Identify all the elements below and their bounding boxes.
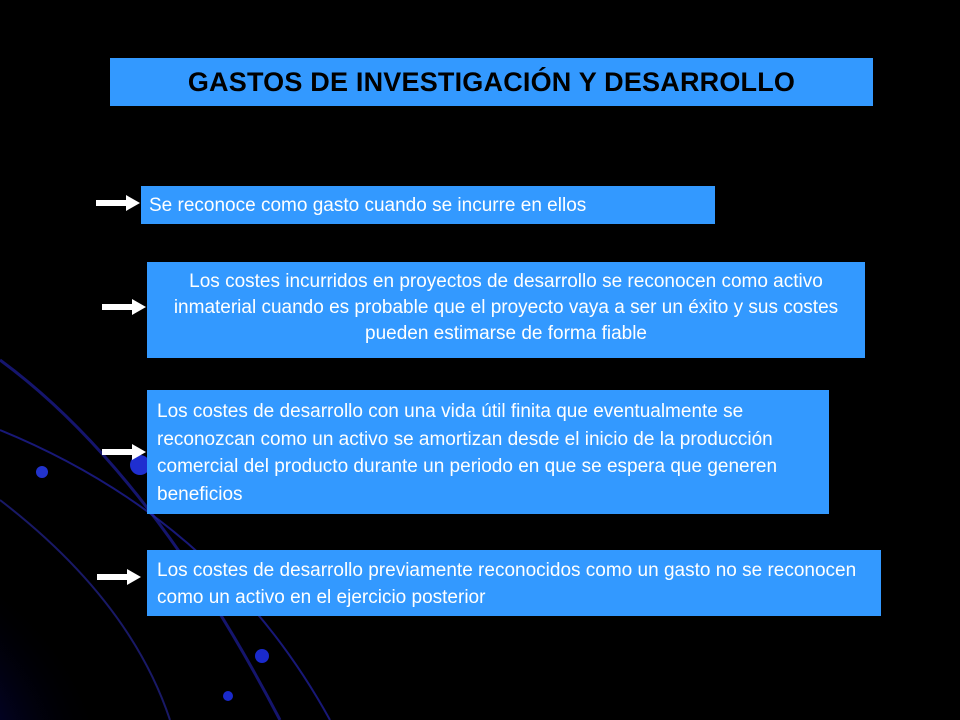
bullet-box-2: Los costes incurridos en proyectos de desarrollo se reconocen como activo inmaterial cuando es probable que el proyecto vaya a ser un éxito y sus costes pueden estimarse de forma fiable xyxy=(147,262,865,358)
bullet-box-1: Se reconoce como gasto cuando se incurre en ellos xyxy=(141,186,715,224)
arrow-right-icon xyxy=(96,193,140,213)
arrow-right-icon xyxy=(102,442,146,462)
arrow-right-icon xyxy=(102,297,146,317)
arrow-right-icon xyxy=(97,567,141,587)
slide-title: GASTOS DE INVESTIGACIÓN Y DESARROLLO xyxy=(110,58,873,106)
bullet-box-3: Los costes de desarrollo con una vida útil finita que eventualmente se reconozcan como un activo se amortizan desde el inicio de la producción comercial del producto durante un periodo en que se espera que generen beneficios xyxy=(147,390,829,514)
bullet-box-4: Los costes de desarrollo previamente reconocidos como un gasto no se reconocen como un activo en el ejercicio posterior xyxy=(147,550,881,616)
